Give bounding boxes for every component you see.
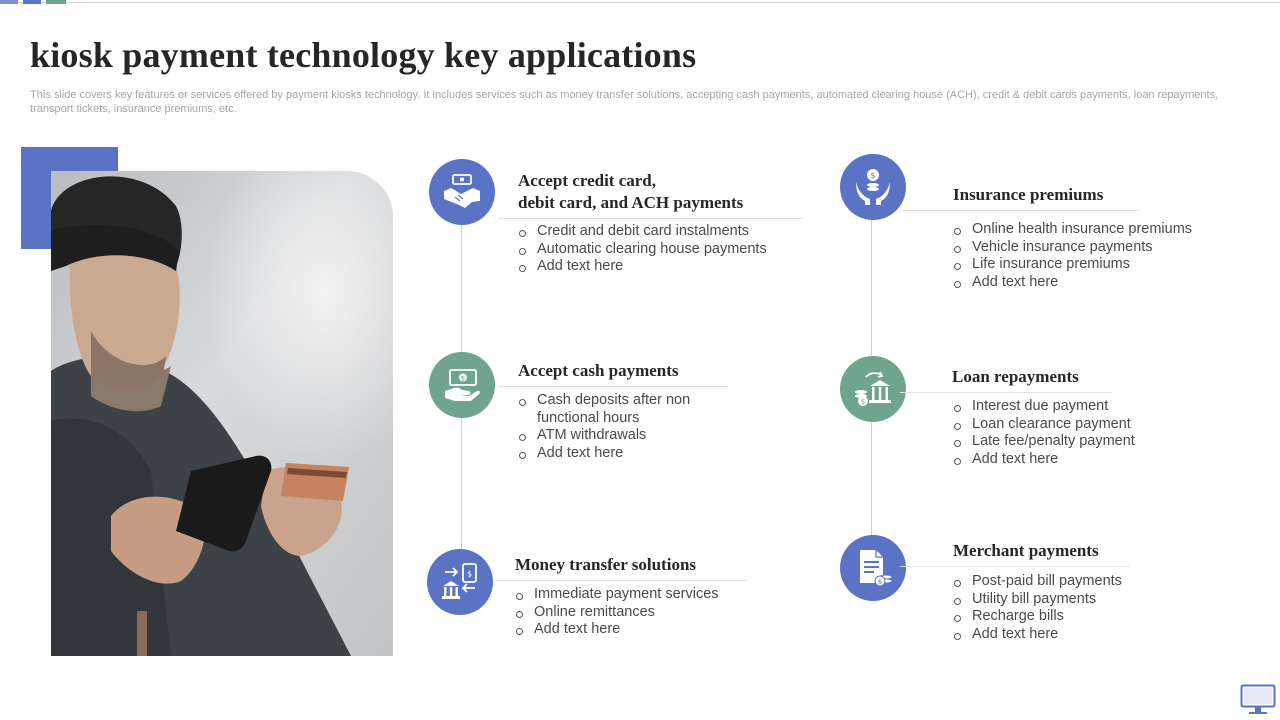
list-item: Loan clearance payment	[954, 416, 1135, 434]
item-heading-line-2: debit card, and ACH payments	[518, 193, 744, 212]
bullet-circle-icon	[954, 598, 961, 605]
bullet-list-insurance	[954, 221, 1192, 291]
item-heading-cash: Accept cash payments	[518, 361, 679, 380]
bullet-list-merchant	[954, 573, 1122, 643]
invoice-coins-icon	[840, 535, 906, 601]
item-heading-line-1: Accept credit card,	[518, 171, 656, 190]
list-item: Add text here	[954, 626, 1122, 644]
heading-underline	[900, 392, 1112, 393]
top-accent-segment-3	[46, 0, 66, 4]
bullet-circle-icon	[954, 405, 961, 412]
svg-text:$: $	[877, 578, 883, 586]
heading-underline	[900, 566, 1130, 567]
list-item: Late fee/penalty payment	[954, 433, 1135, 451]
bullet-circle-icon	[954, 458, 961, 465]
heading-underline	[498, 386, 728, 387]
bullet-circle-icon	[954, 440, 961, 447]
list-item: Interest due payment	[954, 398, 1135, 416]
bullet-circle-icon	[954, 263, 961, 270]
heading-underline	[900, 210, 1140, 211]
hands-coins-icon	[840, 154, 906, 220]
bullet-circle-icon	[954, 228, 961, 235]
bullet-circle-icon	[519, 230, 526, 237]
item-heading-loan: Loan repayments	[952, 367, 1079, 386]
bullet-circle-icon	[516, 611, 523, 618]
list-item: Vehicle insurance payments	[954, 239, 1192, 257]
list-item: Recharge bills	[954, 608, 1122, 626]
list-item: Post-paid bill payments	[954, 573, 1122, 591]
list-item: Online remittances	[516, 604, 719, 622]
bullet-circle-icon	[516, 628, 523, 635]
bank-coins-icon	[840, 356, 906, 422]
list-item: Cash deposits after non	[519, 392, 690, 410]
bullet-list-loan	[954, 398, 1135, 468]
item-heading-money-transfer: Money transfer solutions	[515, 555, 697, 574]
list-item: ATM withdrawals	[519, 427, 690, 445]
bullet-circle-icon	[954, 633, 961, 640]
list-item: functional hours	[537, 409, 640, 426]
handshake-money-icon	[429, 159, 495, 225]
list-item: Add text here	[519, 445, 690, 463]
bullet-circle-icon	[954, 580, 961, 587]
svg-text:$: $	[466, 569, 473, 579]
bullet-list-credit-card	[519, 223, 767, 276]
bullet-list-money-transfer	[516, 586, 719, 639]
top-divider-line	[0, 2, 1280, 3]
item-heading-credit-card	[518, 170, 743, 214]
bullet-circle-icon	[519, 265, 526, 272]
bullet-circle-icon	[519, 452, 526, 459]
heading-underline	[498, 218, 803, 219]
bullet-circle-icon	[954, 423, 961, 430]
list-item: Online health insurance premiums	[954, 221, 1192, 239]
top-accent-segment-1	[0, 0, 18, 4]
svg-text:$: $	[460, 374, 466, 383]
list-item: Add text here	[519, 258, 767, 276]
list-item: Automatic clearing house payments	[519, 241, 767, 259]
page-subtitle: This slide covers key features or services offered by payment kiosks technology. It includes services such as money transfer solutions, accepting cash payments, automated clearing house (ACH), credit & debit cards payments, loan repayments, transport tickets, insurance premiums, etc.	[30, 89, 1219, 115]
list-item: Life insurance premiums	[954, 256, 1192, 274]
man-with-phone-and-card-photo	[51, 171, 393, 656]
bullet-circle-icon	[519, 434, 526, 441]
bullet-circle-icon	[954, 615, 961, 622]
bullet-circle-icon	[516, 593, 523, 600]
bullet-list-cash	[519, 392, 690, 462]
list-item: Add text here	[954, 451, 1135, 469]
bullet-circle-icon	[519, 248, 526, 255]
top-accent-bar	[0, 0, 1280, 4]
list-item: Utility bill payments	[954, 591, 1122, 609]
item-heading-insurance: Insurance premiums	[953, 185, 1104, 204]
bullet-circle-icon	[519, 399, 526, 406]
cash-in-hand-icon	[429, 352, 495, 418]
top-accent-segment-2	[23, 0, 41, 4]
bank-transfer-icon	[427, 549, 493, 615]
page-title: kiosk payment technology key applications	[30, 35, 697, 75]
svg-text:$: $	[870, 171, 876, 180]
svg-text:$: $	[860, 398, 866, 406]
list-item: Credit and debit card instalments	[519, 223, 767, 241]
list-item: Immediate payment services	[516, 586, 719, 604]
bullet-circle-icon	[954, 281, 961, 288]
heading-underline	[495, 580, 747, 581]
list-item: Add text here	[516, 621, 719, 639]
bullet-circle-icon	[954, 246, 961, 253]
monitor-icon[interactable]	[1240, 684, 1276, 720]
list-item: Add text here	[954, 274, 1192, 292]
item-heading-merchant: Merchant payments	[953, 541, 1099, 560]
